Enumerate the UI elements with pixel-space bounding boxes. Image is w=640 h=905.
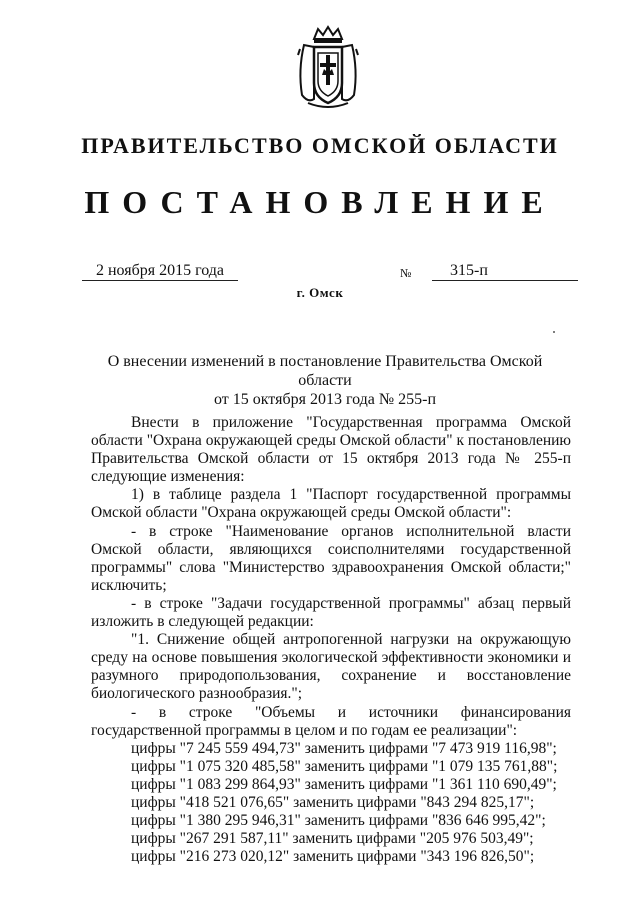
city: г. Омск bbox=[296, 285, 344, 300]
subject-line: О внесении изменений в постановление Правительства Омской области bbox=[107, 353, 543, 389]
amount-line: цифры "267 291 587,11" заменить цифрами "205 976 503,49"; bbox=[131, 830, 534, 848]
document-type: ПОСТАНОВЛЕНИЕ bbox=[84, 184, 556, 220]
paragraph-item1b-quote: "1. Снижение общей антропогенной нагрузки на окружающую среду на основе повышения экологической эффективности экономики и разумного природопользования, сохранение и восстановление биологического разнообразия."; bbox=[91, 631, 571, 703]
government-title: ПРАВИТЕЛЬСТВО ОМСКОЙ ОБЛАСТИ bbox=[81, 133, 559, 158]
amount-line: цифры "216 273 020,12" заменить цифрами "343 196 826,50"; bbox=[131, 848, 535, 866]
paragraph-item1b: - в строке "Задачи государственной программы" абзац первый изложить в следующей редакции: bbox=[91, 594, 571, 631]
document-subject bbox=[90, 352, 560, 409]
number-label: № bbox=[400, 266, 412, 280]
amount-line: цифры "7 245 559 494,73" заменить цифрами "7 473 919 116,98"; bbox=[131, 739, 557, 757]
paragraph-item1c: - в строке "Объемы и источники финансирования государственной программы в целом и по годам ее реализации": bbox=[91, 703, 571, 739]
omsk-coat-of-arms-icon bbox=[296, 25, 360, 111]
subject-line: от 15 октября 2013 года № 255-п bbox=[213, 391, 437, 408]
paragraph-intro: Внести в приложение "Государственная программа Омской области "Охрана окружающей среды Омской области" к постановлению Правительства Омской области от 15 октября 2013 года № 255-п следующие изменения: bbox=[91, 414, 571, 486]
paragraph-item1a: - в строке "Наименование органов исполнительной власти Омской области, являющихся соисполнителями государственной программы" слова "Министерство здравоохранения Омской области;" исключить; bbox=[91, 522, 571, 594]
paragraph-item1: 1) в таблице раздела 1 "Паспорт государственной программы Омской области "Охрана окружающей среды Омской области": bbox=[91, 486, 571, 522]
document-date: 2 ноября 2015 года bbox=[82, 261, 238, 281]
amount-line: цифры "1 075 320 485,58" заменить цифрами "1 079 135 761,88"; bbox=[131, 757, 558, 775]
amount-line: цифры "418 521 076,65" заменить цифрами "843 294 825,17"; bbox=[131, 793, 535, 811]
amount-line: цифры "1 380 295 946,31" заменить цифрами "836 646 995,42"; bbox=[131, 812, 546, 830]
scan-speck bbox=[553, 331, 555, 333]
document-number: 315-п bbox=[432, 261, 578, 281]
amount-line: цифры "1 083 299 864,93" заменить цифрами "1 361 110 690,49"; bbox=[131, 775, 557, 793]
document-body bbox=[91, 414, 571, 866]
